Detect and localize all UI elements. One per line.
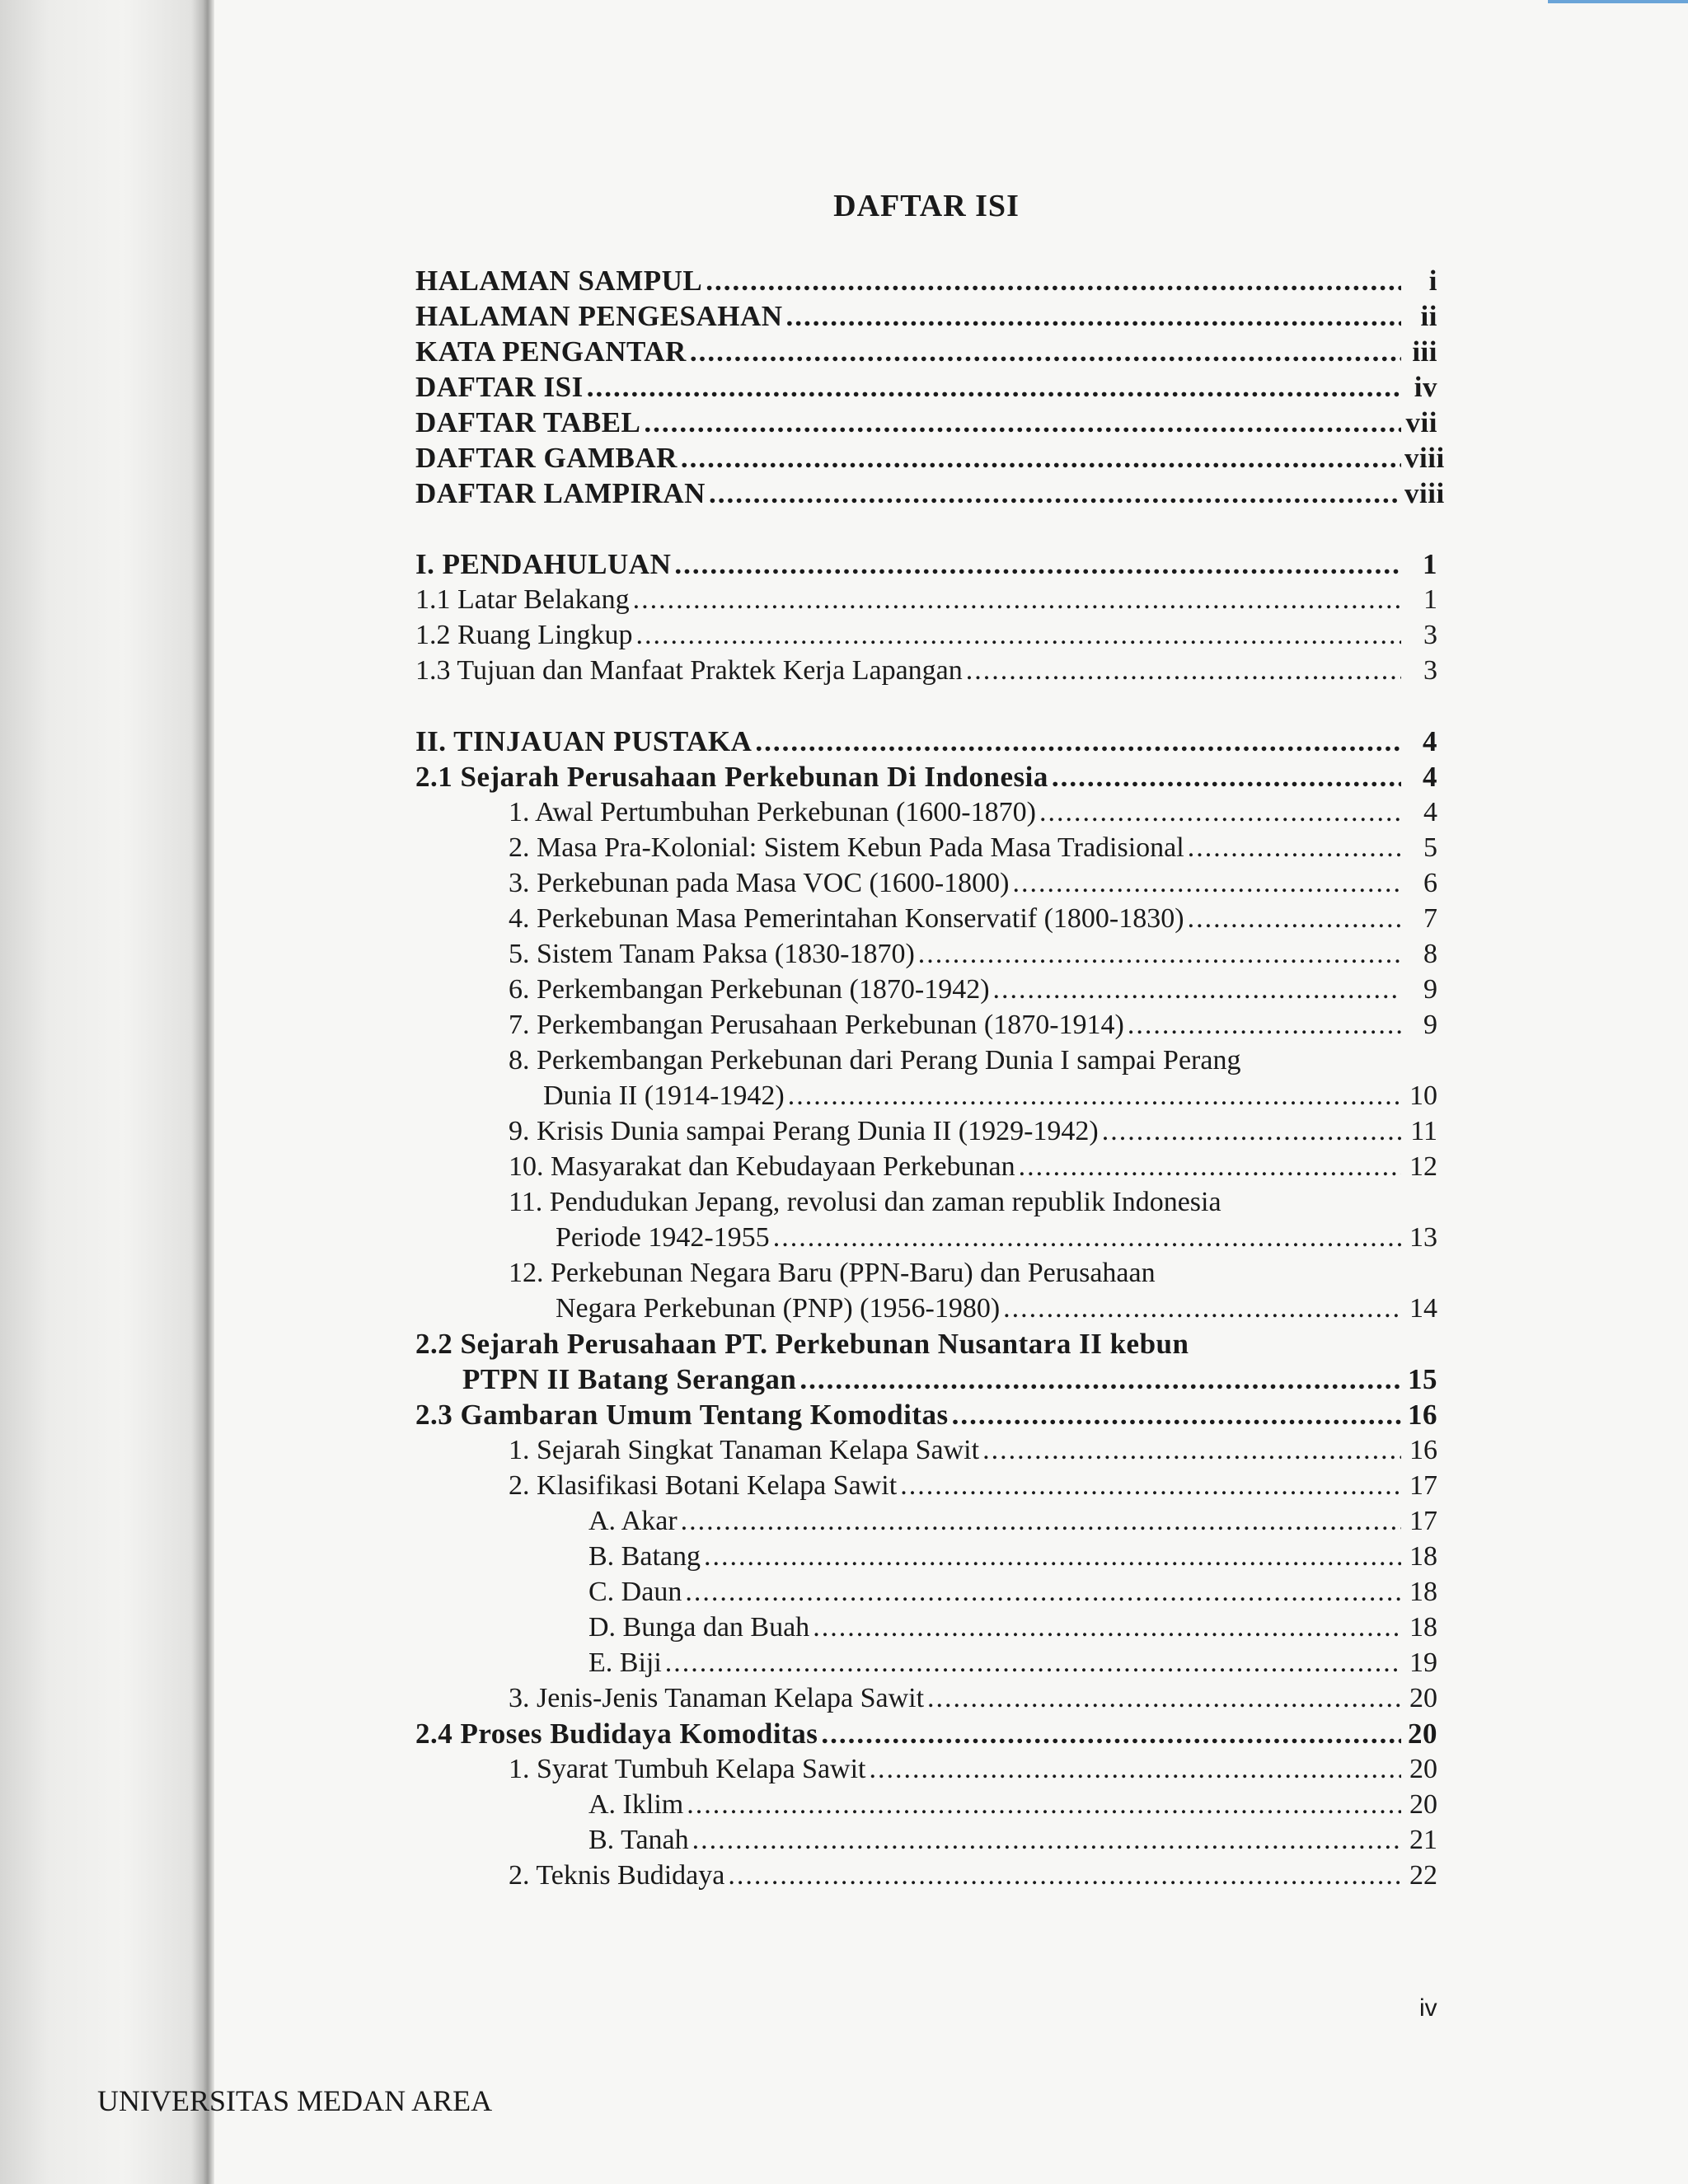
toc-section-continued: PTPN II Batang Serangan ..... 15 <box>415 1361 1437 1396</box>
toc-subentry: C. Daun ..... 18 <box>415 1573 1437 1609</box>
toc-entry-continued: Periode 1942-1955 ..... 13 <box>415 1219 1437 1254</box>
toc-entry: 1.2 Ruang Lingkup ..... 3 <box>415 616 1437 652</box>
book-binding-shadow <box>0 0 214 2184</box>
toc-subentry: D. Bunga dan Buah ..... 18 <box>415 1609 1437 1644</box>
toc-entry: 12. Perkebunan Negara Baru (PPN-Baru) dan Perusahaan <box>509 1258 1156 1288</box>
toc-entry: 11. Pendudukan Jepang, revolusi dan zaman republik Indonesia <box>509 1187 1221 1217</box>
toc-entry: 7. Perkembangan Perusahaan Perkebunan (1870-1914) ..... 9 <box>415 1006 1437 1042</box>
page-number: iv <box>1419 1994 1437 2022</box>
toc-entry: 2. Teknis Budidaya ..... 22 <box>415 1857 1437 1892</box>
toc-entry: 1. Sejarah Singkat Tanaman Kelapa Sawit ..... 16 <box>415 1432 1437 1467</box>
toc-subentry: B. Batang ..... 18 <box>415 1538 1437 1573</box>
toc-entry: 4. Perkebunan Masa Pemerintahan Konservatif (1800-1830) ..... 7 <box>415 900 1437 935</box>
toc-entry: 1. Awal Pertumbuhan Perkebunan (1600-1870) ..... 4 <box>415 794 1437 829</box>
toc-subentry: A. Iklim ..... 20 <box>415 1786 1437 1821</box>
toc-entry: 1.1 Latar Belakang ..... 1 <box>415 581 1437 616</box>
toc-entry: 1. Syarat Tumbuh Kelapa Sawit ..... 20 <box>415 1750 1437 1786</box>
toc-subentry: E. Biji ..... 19 <box>415 1644 1437 1680</box>
toc-entry: 6. Perkembangan Perkebunan (1870-1942) ..... 9 <box>415 971 1437 1006</box>
toc-entry-continued: Negara Perkebunan (PNP) (1956-1980) ..... 14 <box>415 1290 1437 1325</box>
toc-section: 2.3 Gambaran Umum Tentang Komoditas ..... 16 <box>415 1396 1437 1432</box>
toc-entry: HALAMAN PENGESAHAN ..... ii <box>415 298 1437 333</box>
toc-entry: 10. Masyarakat dan Kebudayaan Perkebunan ..... 12 <box>415 1148 1437 1183</box>
footer-institution: UNIVERSITAS MEDAN AREA <box>97 2084 493 2117</box>
toc-entry: 3. Jenis-Jenis Tanaman Kelapa Sawit ..... 20 <box>415 1680 1437 1715</box>
toc-entry: DAFTAR ISI ..... iv <box>415 368 1437 404</box>
toc-subentry: A. Akar ..... 17 <box>415 1502 1437 1538</box>
toc-section: 2.1 Sejarah Perusahaan Perkebunan Di Indonesia ..... 4 <box>415 758 1437 794</box>
table-of-contents <box>415 262 1445 1892</box>
toc-entry: 2. Masa Pra-Kolonial: Sistem Kebun Pada Masa Tradisional ..... 5 <box>415 829 1437 865</box>
toc-chapter: II. TINJAUAN PUSTAKA ..... 4 <box>415 723 1437 758</box>
toc-section: 2.4 Proses Budidaya Komoditas ..... 20 <box>415 1715 1437 1750</box>
toc-entry-continued: Dunia II (1914-1942) ..... 10 <box>415 1077 1437 1113</box>
toc-entry: 5. Sistem Tanam Paksa (1830-1870) ..... 8 <box>415 935 1437 971</box>
toc-entry: DAFTAR LAMPIRAN ..... viii <box>415 475 1437 510</box>
toc-section: 2.2 Sejarah Perusahaan PT. Perkebunan Nusantara II kebun <box>415 1328 1189 1360</box>
toc-entry: 2. Klasifikasi Botani Kelapa Sawit ..... 17 <box>415 1467 1437 1502</box>
toc-entry: DAFTAR TABEL ..... vii <box>415 404 1437 439</box>
toc-entry: HALAMAN SAMPUL ..... i <box>415 262 1437 298</box>
scan-corner-mark <box>1548 0 1688 3</box>
toc-entry: 8. Perkembangan Perkebunan dari Perang Dunia I sampai Perang <box>509 1045 1241 1076</box>
toc-subentry: B. Tanah ..... 21 <box>415 1821 1437 1857</box>
toc-entry: KATA PENGANTAR ..... iii <box>415 333 1437 368</box>
page-title: DAFTAR ISI <box>833 189 1020 223</box>
toc-entry: DAFTAR GAMBAR ..... viii <box>415 439 1437 475</box>
toc-entry: 3. Perkebunan pada Masa VOC (1600-1800) ..... 6 <box>415 865 1437 900</box>
toc-entry: 1.3 Tujuan dan Manfaat Praktek Kerja Lapangan ..... 3 <box>415 652 1437 687</box>
toc-entry: 9. Krisis Dunia sampai Perang Dunia II (1929-1942) ..... 11 <box>415 1113 1437 1148</box>
toc-chapter: I. PENDAHULUAN ..... 1 <box>415 546 1437 581</box>
